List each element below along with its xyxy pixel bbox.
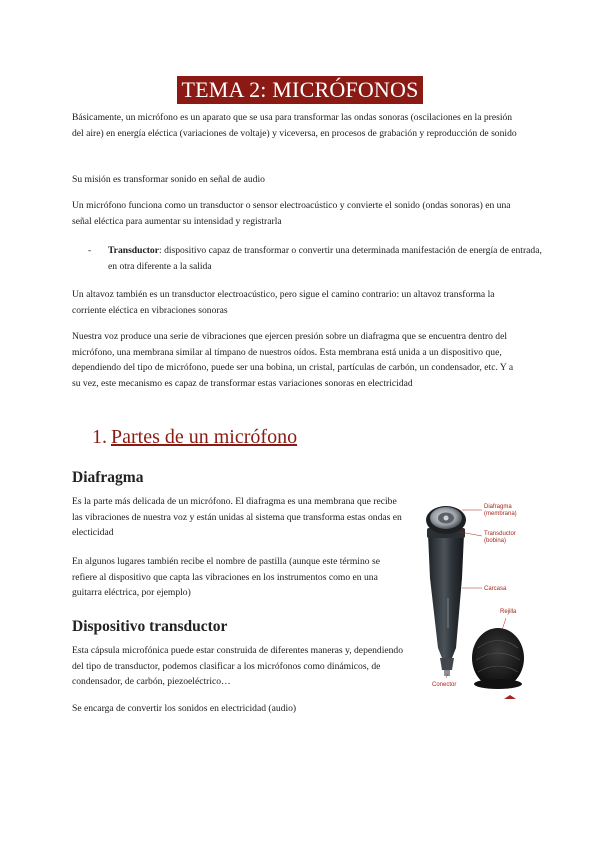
voice-paragraph: Nuestra voz produce una serie de vibraciones que ejercen presión sobre un diafragma que se encuentra dentro del micrófono, una membrana similar al tímpano de nuestros oídos. Esta membrana está unida a un dispositivo que, dependiendo del tipo de micrófono, puede ser una bobina, un cristal, partículas de carbón, un condensador, etc. Y a su vez, este mecanismo es capaz de transformar estas variaciones sonoras en electricidad xyxy=(72,331,514,389)
section-title: Partes de un micrófono xyxy=(111,426,298,448)
speaker-paragraph: Un altavoz también es un transductor electroacústico, pero sigue el camino contrario: un altavoz transforma la corriente eléctica en vibraciones sonoras xyxy=(72,289,495,316)
section-heading-partes xyxy=(92,424,297,450)
grill-image xyxy=(472,628,524,689)
label-diafragma: Diafragma xyxy=(484,504,512,510)
transductor-bullet xyxy=(88,243,546,274)
section-number: 1. xyxy=(92,426,107,448)
transductor-heading: Dispositivo transductor xyxy=(72,618,228,635)
mission-paragraph: Su misión es transformar sonido en señal de audio xyxy=(72,174,265,185)
decorative-mark-icon xyxy=(504,695,516,699)
diafragma-heading: Diafragma xyxy=(72,469,144,486)
bullet-dash: - xyxy=(88,245,92,256)
transductor-paragraph-2: Se encarga de convertir los sonidos en electricidad (audio) xyxy=(72,703,297,714)
diafragma-paragraph-1: Es la parte más delicada de un micrófono. El diafragma es una membrana que recibe las vibraciones de nuestra voz y están unidas al sistema que transforma estas ondas en electicidad xyxy=(72,496,402,538)
microphone-diagram xyxy=(418,498,528,704)
label-bobina: (bobina) xyxy=(484,538,507,544)
function-paragraph: Un micrófono funciona como un transductor o sensor electroacústico y convierte el sonido (ondas sonoras) en una señal eléctica para aumentar su intensidad y registrarla xyxy=(72,200,511,227)
bullet-definition: : dispositivo capaz de transformar o convertir una determinada manifestación de energía de entrada, en otra diferente a la salida xyxy=(108,245,542,272)
page-title: TEMA 2: MICRÓFONOS xyxy=(177,76,422,104)
label-rejilla: Rejilla xyxy=(500,609,517,615)
label-membrana: (membrana) xyxy=(484,511,517,517)
bullet-term: Transductor xyxy=(108,245,159,256)
diafragma-paragraph-2: En algunos lugares también recibe el nombre de pastilla (aunque este término se refiere al dispositivo que capta las vibraciones en los instrumentos como en una guitarra eléctrica, por ejemplo) xyxy=(72,556,380,598)
microphone-body xyxy=(426,506,466,676)
transductor-paragraph-1: Esta cápsula microfónica puede estar construida de diferentes maneras y, dependiendo del tipo de transductor, podemos clasificar a los micrófonos como dinámicos, de condensador, de carbón, piezoeléctrico… xyxy=(72,645,404,687)
intro-paragraph: Básicamente, un micrófono es un aparato que se usa para transformar las ondas sonoras (oscilaciones en la presión del aire) en energía eléctica (variaciones de voltaje) y viceversa, en procesos de grabación y reproducción de sonido xyxy=(72,112,517,139)
label-transductor: Transductor xyxy=(484,531,516,537)
label-carcasa: Carcasa xyxy=(484,586,507,592)
label-conector: Conector xyxy=(432,682,457,688)
title-wrapper xyxy=(0,76,600,104)
